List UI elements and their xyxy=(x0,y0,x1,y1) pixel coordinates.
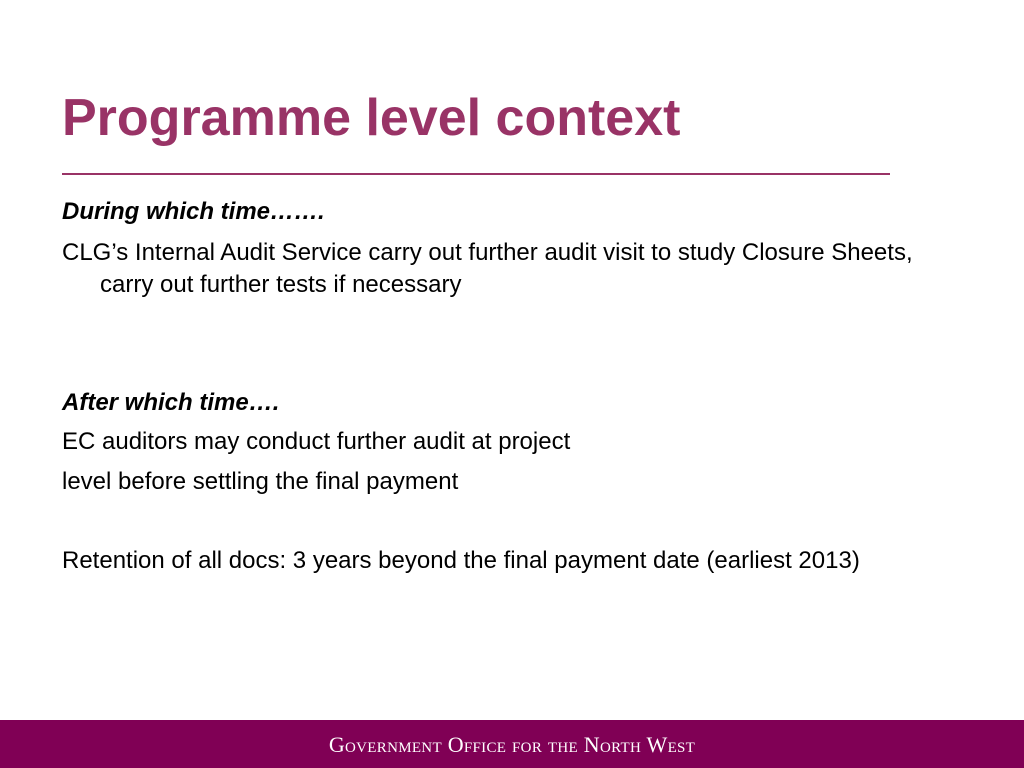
title-divider xyxy=(62,173,890,175)
after-text-line-1: EC auditors may conduct further audit at project xyxy=(62,428,571,455)
retention-text: Retention of all docs: 3 years beyond the final payment date (earliest 2013) xyxy=(62,547,860,574)
slide-title: Programme level context xyxy=(62,89,681,147)
footer-organisation: Government Office for the North West xyxy=(328,732,696,757)
during-heading: During which time……. xyxy=(62,198,325,225)
footer-bar xyxy=(0,720,1024,768)
during-text: CLG’s Internal Audit Service carry out further audit visit to study Closure Sheets, carry out further tests if necessary xyxy=(62,239,913,298)
after-heading: After which time…. xyxy=(62,389,280,416)
after-text-line-2: level before settling the final payment xyxy=(62,468,459,495)
